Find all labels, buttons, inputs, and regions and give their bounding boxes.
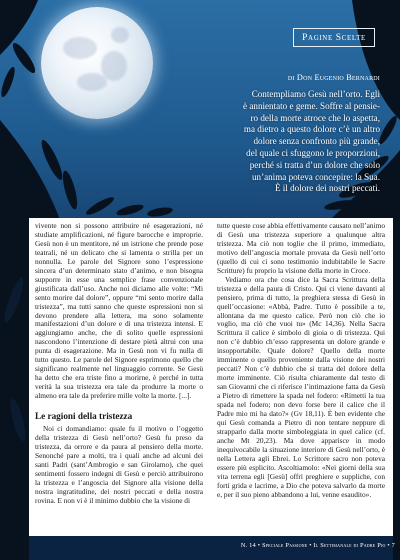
- paragraph: Vediamo ora che cosa dice la Sacra Scrittura della tristezza e della paura di Cristo. Qui ci viene davanti al pensiero, prima di tutto, la preghiera stessa di Gesù in quell’occasione: «Abbà, Padre. Tutto è possibile a te, allontana da me questo calice. Però non ciò che io voglio, ma ciò che vuoi tu» (Mc 14,36). Nella Sacra Scrittura il calice è simbolo di gioia o di tristezza. Qui non c’è dubbio ch’esso rappresenta un dolore grande e insopportabile. Quale dolore? Quello della morte imminente o quello proveniente dalla visione dei nostri peccati? Non c’è dubbio che si tratta del dolore della morte imminente. Ciò risulta chiaramente dal testo di san Giovanni che ci riferisce l’intimazione fatta da Gesù a Pietro di rimettere la spada nel fodero: «Rimetti la tua spada nel fodero; non devo forse bere il calice che il Padre mio mi ha dato?» (Gv 18,11). È ben evidente che qui Gesù comanda a Pietro di non tentare neppure di strapparlo dalla morte simboleggiata in quel calice (cf. anche Mt 20,23). Ma dove apparisce in modo inequivocabile la situazione interiore di Gesù nell’orto, è nella Lettera agli Ebrei. Lo Scrittore sacro non poteva essere più esplicito. Ascoltiamolo: «Nei giorni della sua vita terrena egli [Gesù] offrì preghiere e suppliche, con forti grida e lacrime, a Dio che poteva salvarlo da morte e, per il suo pieno abbandono a lui, venne esaudito».: [217, 274, 385, 499]
- article-body: [29, 218, 393, 536]
- pull-quote-line: è annientato e geme. Soffre al pensie-: [243, 100, 380, 111]
- pull-quote-line: perché si tratta d’un dolore che solo: [249, 159, 380, 170]
- paragraph: tutte queste cose abbia effettivamente causato nell’animo di Gesù una tristezza superiore a qualunque altra tristezza. Ma ciò non toglie che il primo, immediato, motivo dell’angoscia mortale provata da Gesù nell’orto (quello di cui ci sono testimonio indubitabile le Sacre Scritture) fu proprio la visione della morte in Croce.: [217, 221, 385, 275]
- pull-quote-line: un’anima poteva concepire: la Sua.: [251, 171, 380, 182]
- article-column-left: [35, 222, 203, 506]
- pull-quote-line: Contempliamo Gesù nell’orto. Egli: [251, 89, 380, 99]
- section-heading: Le ragioni della tristezza: [35, 411, 133, 422]
- pull-quote-line: È il dolore dei nostri peccati.: [274, 183, 380, 194]
- pull-quote-line: ro della morte atroce che lo aspetta,: [250, 112, 380, 123]
- pull-quote-line: ma dietro a questo dolore c’è un altro: [243, 124, 380, 135]
- section-tag: Pagine Scelte: [293, 28, 375, 47]
- article-column-right: [217, 222, 385, 500]
- pull-quote-line: del quale ci sfuggono le proporzioni,: [246, 147, 380, 158]
- pull-quote: [180, 89, 380, 195]
- paragraph: Noi ci domandiamo: quale fu il motivo o l’oggetto della tristezza di Gesù nell’orto? Gesù fu preso da tristezza, da orrore e da paura al pensiero della morte. Senonché pare a molti, tra i quali anche ad alcuni dei santi Padri (sant’Ambrogio e san Girolamo), che quei sentimenti fossero indegni di Gesù e perciò attribuirono la tristezza e l’angoscia del Signore alla visione della nostra ingratitudine, dei nostri peccati e della nostra rovina. E non vi è il minimo dubbio che la visione di: [35, 424, 203, 505]
- pull-quote-line: dolore senza confronto più grande,: [253, 136, 380, 147]
- page-footer: N. 14 • Speciale Passione • Il Settimanale di Padre Pio • 7: [240, 542, 395, 549]
- paragraph: vivente non si possono attribuire né esagerazioni, né studiate amplificazioni, né figure barocche e improprie. Gesù non è un mentitore, né un istrione che prende pose teatrali, né un delicato che si lamenta o strilla per un nonnulla. Le parole del Signore sono l’espressione sincera d’un determinato stato d’animo, e non bisogna supporre in esse una semplice frase convenzionale giustificata dall’uso. Anche noi diciamo alle volte: “Mi sento morire dal dolore”, oppure “mi sento morire dalla tristezza”, ma tutti sanno che queste espressioni non si devono prendere alla lettera, ma sono solamente manifestazioni d’un dolore e di una tristezza intensi. E aggiungiamo anche, che di solito quelle espressioni nascondono l’intenzione di destare pietà altrui con una punta di esagerazione. Ma in Gesù non vi fu nulla di tutto questo. Le parole del Signore esprimono quello che significano realmente nel linguaggio corrente. Se Gesù ha detto che era triste fino a morirne, è perché in tutta verità la sua tristezza era tale da produrre la morte o almeno era tale da preferire mille volte la morte. [...].: [35, 221, 203, 401]
- author-byline: di Don Eugenio Bernardi: [287, 73, 380, 82]
